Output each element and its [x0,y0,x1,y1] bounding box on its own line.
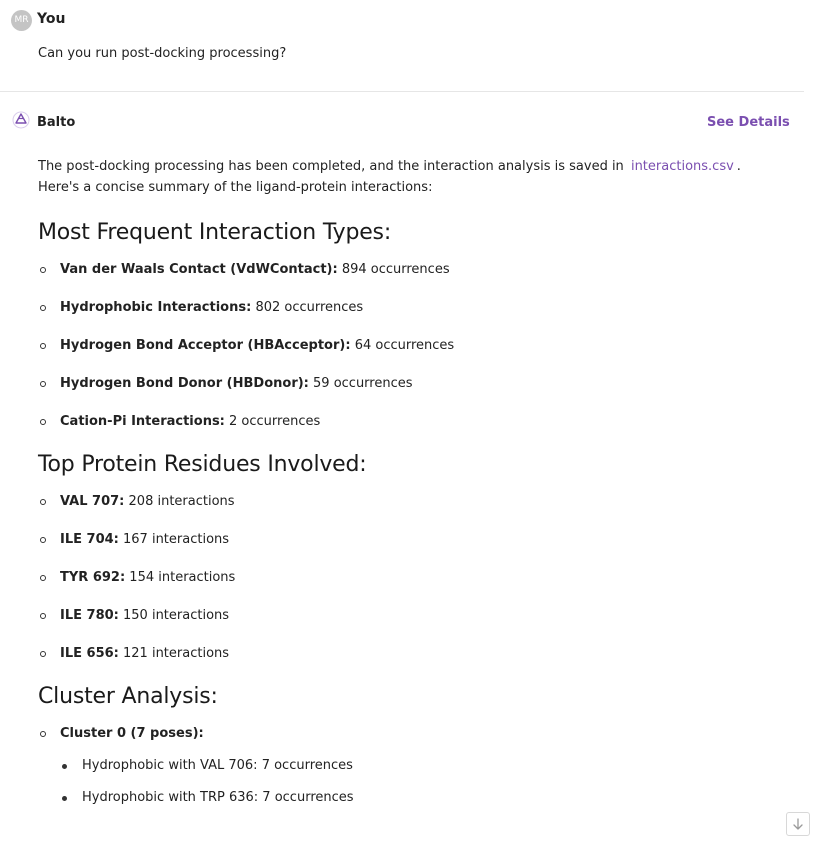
balto-logo-icon [12,111,30,129]
list-item [38,606,778,644]
circle-bullet-icon [40,613,46,619]
circle-bullet-icon [40,419,46,425]
list-item [38,412,778,450]
list-item [38,788,778,820]
item-value: 154 interactions [129,570,236,585]
disc-bullet-icon [62,764,67,769]
circle-bullet-icon [40,343,46,349]
see-details-link[interactable]: See Details [707,115,790,130]
residues-list [38,492,778,682]
item-value: 894 occurrences [341,262,450,277]
item-label: Hydrophobic Interactions: [60,300,252,315]
user-message [0,0,804,92]
circle-bullet-icon [40,267,46,273]
item-value: 150 interactions [123,608,230,623]
circle-bullet-icon [40,499,46,505]
item-value: 167 interactions [123,532,230,547]
scroll-to-bottom-button[interactable] [786,812,810,836]
list-item [38,724,778,756]
item-value: 2 occurrences [229,414,321,429]
heading-residues: Top Protein Residues Involved: [38,452,367,477]
item-label: Cluster 0 (7 poses): [60,726,204,741]
item-value: 121 interactions [123,646,230,661]
circle-bullet-icon [40,537,46,543]
item-value: 802 occurrences [255,300,364,315]
intro-paragraph [38,156,778,198]
list-item [38,298,778,336]
interaction-types-list [38,260,778,450]
clusters-list [38,724,778,756]
heading-cluster-analysis: Cluster Analysis: [38,684,218,709]
circle-bullet-icon [40,731,46,737]
item-value: 208 interactions [128,494,235,509]
list-item [38,644,778,682]
item-label: Hydrogen Bond Acceptor (HBAcceptor): [60,338,351,353]
intro-text-after: . Here's a concise summary of the ligand-protein interactions: [38,159,741,195]
circle-bullet-icon [40,575,46,581]
item-value: 64 occurrences [354,338,455,353]
circle-bullet-icon [40,381,46,387]
disc-bullet-icon [62,796,67,801]
item-label: VAL 707: [60,494,125,509]
item-value: 59 occurrences [313,376,413,391]
circle-bullet-icon [40,651,46,657]
item-label: Hydrogen Bond Donor (HBDonor): [60,376,309,391]
intro-text-before: The post-docking processing has been completed, and the interaction analysis is saved in [38,159,624,174]
item-label: Cation-Pi Interactions: [60,414,225,429]
heading-interaction-types: Most Frequent Interaction Types: [38,220,392,245]
list-item [38,374,778,412]
item-text: Hydrophobic with TRP 636: 7 occurrences [82,790,354,805]
assistant-name: Balto [37,115,76,130]
list-item [38,260,778,298]
item-label: TYR 692: [60,570,126,585]
item-text: Hydrophobic with VAL 706: 7 occurrences [82,758,353,773]
list-item [38,756,778,788]
cluster0-sublist [38,756,778,820]
item-label: Van der Waals Contact (VdWContact): [60,262,338,277]
list-item [38,568,778,606]
assistant-message [38,156,778,820]
item-label: ILE 656: [60,646,119,661]
user-avatar: MR [11,10,32,31]
circle-bullet-icon [40,305,46,311]
list-item [38,336,778,374]
item-label: ILE 780: [60,608,119,623]
item-label: ILE 704: [60,532,119,547]
list-item [38,530,778,568]
list-item [38,492,778,530]
interactions-file-link[interactable]: interactions.csv [630,159,734,174]
arrow-down-icon [787,813,809,835]
user-message-text: Can you run post-docking processing? [38,46,287,61]
user-name: You [37,11,66,27]
